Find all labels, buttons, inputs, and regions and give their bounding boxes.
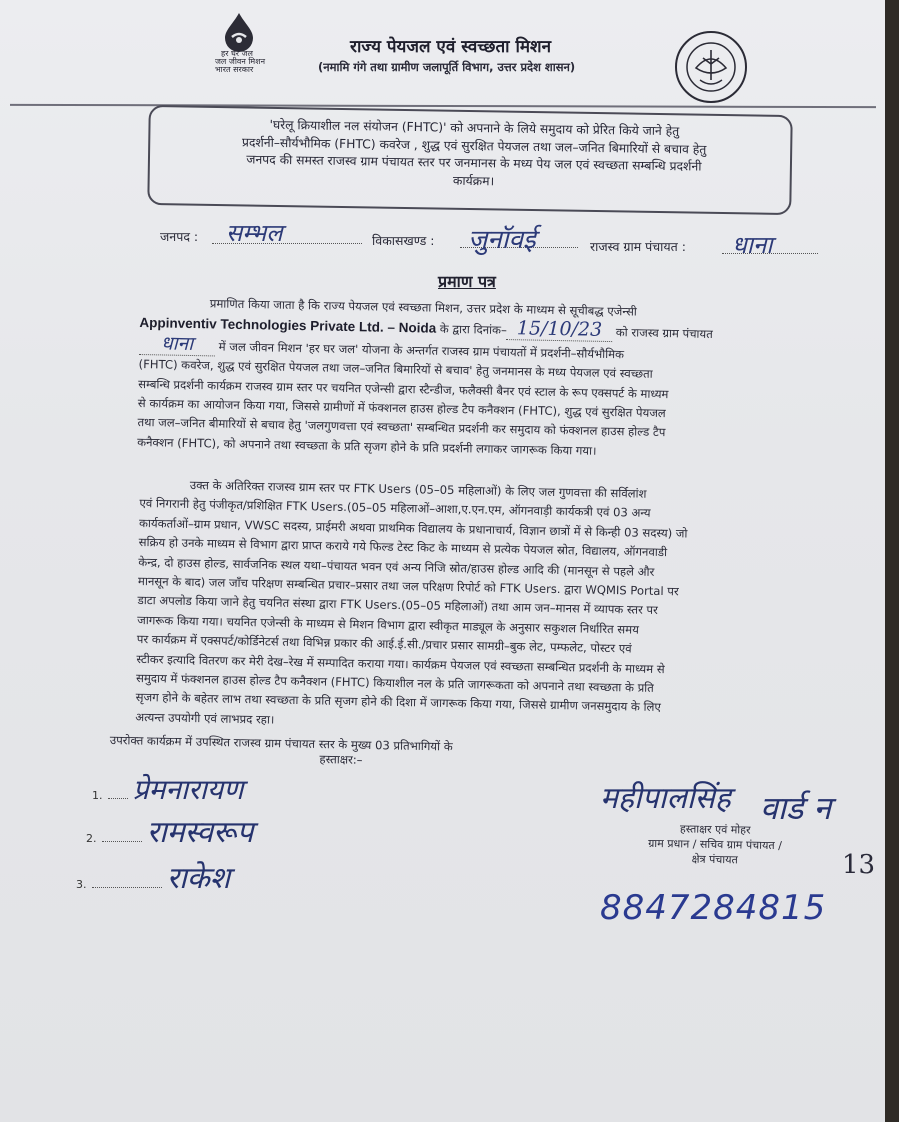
water-drop-icon <box>205 10 285 72</box>
mission-title: राज्य पेयजल एवं स्वच्छता मिशन <box>350 37 552 57</box>
panchayat-value: धाना <box>732 231 773 259</box>
para-line: सक्रिय हो उनके माध्यम से विभाग द्वारा प्राप्त कराये गये फिल्ड टेस्ट किट के माध्यम से प्रत्येक पेयजल स्रोत, विद्यालय, ऑगनवाडी <box>138 535 668 560</box>
signature-caption <box>600 820 831 869</box>
para-fragment: के द्वारा दिनांक– <box>436 322 507 338</box>
signatory-signature: राकेश <box>166 861 231 896</box>
har-ghar-jal-logo <box>205 10 285 72</box>
para-line: अत्यन्त उपयोगी एवं लाभप्रद रहा। <box>135 709 275 727</box>
signatory-signature: रामस्वरूप <box>146 815 254 850</box>
caption-line: हस्ताक्षर एवं मोहर <box>679 822 751 837</box>
para-line: कनैक्शन (FHTC), को अपनाने तथा स्वच्छता के प्रति सृजग होने के प्रति प्रदर्शनी लगाकर जागरूक किया गया। <box>137 434 597 458</box>
signatory-number: 2. <box>86 832 97 845</box>
signatory-number: 3. <box>76 878 87 891</box>
program-line: कार्यक्रम। <box>452 173 495 188</box>
seal-emblem-icon <box>672 28 750 106</box>
signatory-dots <box>102 841 142 842</box>
program-line: प्रदर्शनी–सौर्यभौमिक (FHTC) कवरेज , शुद्ध एवं सुरक्षित पेयजल तथा जल–जनित बिमारियों से बचाव हेतु <box>241 134 707 157</box>
para-line: सम्बन्धि प्रदर्शनी कार्यक्रम राजस्व ग्राम स्तर पर चयनित एजेन्सी द्वारा स्टैन्डीज, फलैक्सी बैनर एवं स्टाल के रूप एक्सपर्ट के माध्यम <box>138 376 669 401</box>
signatory-row <box>86 810 346 851</box>
ward-signature: वार्ड न <box>760 789 832 827</box>
para-line: एवं निगरानी हेतु पंजीकृत/प्रशिक्षित FTK Users.(05–05 महिलाओं–आशा,ए.एन.एम, ऑगनवाड़ी कार्यकत्री एवं 03 अन्य <box>139 496 651 521</box>
up-government-seal <box>672 28 750 106</box>
certificate-paragraph-2 <box>135 475 840 741</box>
para-fragment: को राजस्व ग्राम पंचायत <box>612 325 713 342</box>
caption-line: क्षेत्र पंचायत <box>691 852 738 867</box>
caption-line: ग्राम प्रधान / सचिव ग्राम पंचायत / <box>648 836 782 853</box>
para-line: समुदाय में फंक्शनल हाउस होल्ड टैप कनैक्शन (FHTC) कियाशील नल के प्रति जागरूकता को अपनाने तथा स्वच्छता के प्रति <box>135 671 654 695</box>
district-label: जनपद : <box>160 229 199 244</box>
logo-left-text: हर घर जल जल जीवन मिशन भारत सरकार <box>215 49 266 72</box>
para-line: उक्त के अतिरिक्त राजस्व ग्राम स्तर पर FTK Users (05–05 महिलाओं) के लिए जल गुणवत्ता की सर्विलांश <box>189 477 647 501</box>
para-fragment: में जल जीवन मिशन 'हर घर जल' योजना के अन्तर्गत राजस्व ग्राम पंचायतों में प्रदर्शनी–सौर्यभौमिक <box>214 339 625 362</box>
para-line: तथा जल–जनित बीमारियों से बचाव हेतु 'जलगुणवत्ता एवं स्वच्छता' सम्बन्धित प्रदर्शनी कर समुदाय को फंक्शनल हाउस होल्ड टैप <box>137 415 666 440</box>
signatory-row <box>92 770 342 808</box>
para-line: स्टीकर इत्यादि वितरण कर मेरी देख–रेख में सम्पादित कराया गया। कार्यक्रम पेयजल एवं स्वच्छता सम्बन्धित प्रदर्शनी के माध्यम से <box>136 651 665 676</box>
para-line: प्रमाणित किया जाता है कि राज्य पेयजल एवं स्वच्छता मिशन, उत्तर प्रदेश के माध्यम से सूचीबद्ध एजेन्सी <box>209 296 638 319</box>
district-value: सम्भल <box>226 219 283 247</box>
para-line: कार्यकर्ताओं–ग्राम प्रधान, VWSC सदस्य, प्राईमरी अथवा प्राथमिक विद्यालय के प्रधानाचार्य, विज्ञान छात्रों में से किन्ही 03 सदस्य) जो <box>138 515 688 541</box>
mission-subtitle: (नमामि गंगे तथा ग्रामीण जलापूर्ति विभाग, उत्तर प्रदेश शासन) <box>318 60 576 74</box>
certificate-paragraph-1 <box>137 293 840 466</box>
program-line: जनपद की समस्त राजस्व ग्राम पंचायत स्तर पर जनमानस के मध्य पेय जल एवं स्वच्छता सम्बन्धि प्रदर्शनी <box>246 152 702 174</box>
phone-number: 8847284815 <box>600 888 827 928</box>
para-line: केन्द्र, दो हाउस होल्ड, सार्वजनिक स्थल यथा–पंचायत भवन एवं अन्य निजि स्रोत/हाउस होल्ड आदि की (मानसून से पहले और <box>138 554 655 579</box>
program-date: 15/10/23 <box>507 317 613 342</box>
block-label: विकासखण्ड : <box>372 233 435 248</box>
signatory-signature: प्रेमनारायण <box>132 773 244 806</box>
signatory-number: 1. <box>92 789 103 802</box>
certificate-title: प्रमाण पत्र <box>438 272 496 291</box>
page-edge-shadow <box>885 0 899 1122</box>
signatory-dots <box>92 887 162 888</box>
para-line: सृजग होने के बहेतर लाभ तथा स्वच्छता के प्रति सृजग होने की दिशा में जागरूक किया गया, जिससे ग्रामीण जनसमुदाय के लिए <box>135 690 661 715</box>
ward-number: 13 <box>842 850 876 880</box>
pradhan-signature: महीपालसिंह <box>600 781 731 816</box>
signatory-dots <box>108 798 128 799</box>
para-line: डाटा अपलोड किया जाने हेतु चयनित संस्था द्वारा FTK Users.(05–05 महिलाओं) तथा आम जन–मानस में व्यापक स्तर पर <box>137 593 658 618</box>
program-line: 'घरेलू क्रियाशील नल संयोजन (FHTC)' को अपनाने के लिये समुदाय को प्रेरित किये जाने हेतु <box>269 117 680 139</box>
program-description <box>161 115 786 195</box>
para-line: जागरूक किया गया। चयनित एजेन्सी के माध्यम से मिशन विभाग द्वारा स्वीकृत माड्यूल के अनुसार सकुशल निर्धारित समय <box>137 612 640 637</box>
para-line: (FHTC) कवरेज, शुद्ध एवं सुरक्षित पेयजल तथा जल–जनित बिमारियों से बचाव' हेतु जनमानस के मध्य पेयजल एवं स्वच्छता <box>138 357 653 382</box>
agency-name: Appinventiv Technologies Private Ltd. – Noida <box>139 315 437 337</box>
para-line: मानसून के बाद) जल जाँच परिक्षण सम्बन्धित प्रचार–प्रसार तथा जल परिक्षण रिपोर्ट को FTK Users. द्वारा WQMIS Portal पर <box>137 574 679 599</box>
signatory-row <box>76 856 336 897</box>
block-value: जुनॉवई <box>468 225 536 255</box>
panchayat-label: राजस्व ग्राम पंचायत : <box>590 239 686 254</box>
para-line: पर कार्यक्रम में एक्सपर्ट/कोर्डिनेटर्स तथा विभिन्न प्रकार की आई.ई.सी./प्रचार प्रसार सामग्री–बुक लेट, पम्फलेट, पोस्टर एवं <box>136 632 632 656</box>
para-line: से कार्यक्रम का आयोजन किया गया, जिससे ग्रामीणों में फंक्शनल हाउस होल्ड टैप कनैक्शन (FHTC), शुद्ध एवं सुरक्षित पेयजल <box>137 396 666 421</box>
para-line: हस्ताक्षर:– <box>319 752 363 768</box>
village-name: धाना <box>139 332 216 356</box>
para-line: उपरोक्त कार्यक्रम में उपस्थित राजस्व ग्राम पंचायत स्तर के मुख्य 03 प्रतिभागियों के <box>109 732 453 754</box>
